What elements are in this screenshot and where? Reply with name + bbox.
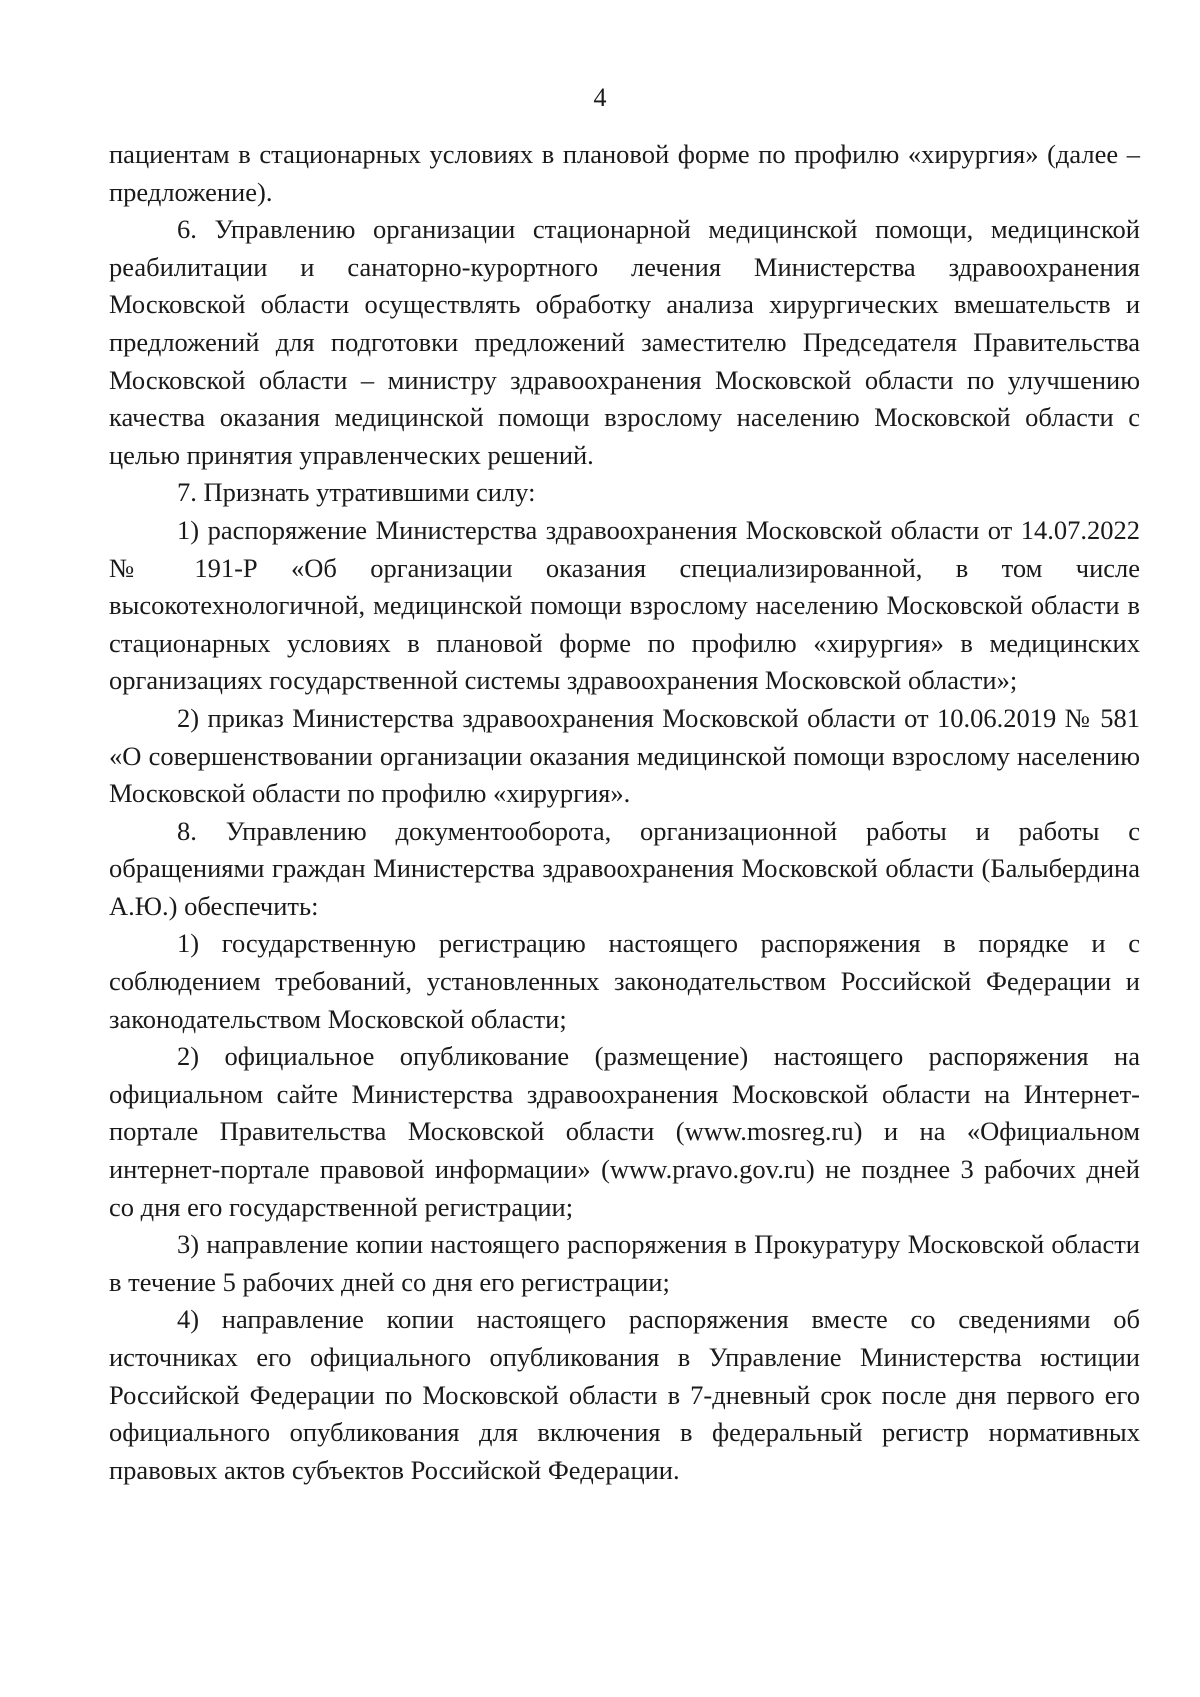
paragraph-item-6: 6. Управлению организации стационарной медицинской помощи, медицинской реабилитации и санаторно-курортного лечения Министерства здравоохранения Московской области осуществлять обработку анализа хирургических вмешательств и предложений для подготовки предложений заместителю Председателя Правительства Московской области – министру здравоохранения Московской области по улучшению качества оказания медицинской помощи взрослому населению Московской области с целью принятия управленческих решений.	[109, 214, 1140, 470]
paragraph-item-8: 8. Управлению документооборота, организационной работы и работы с обращениями граждан Министерства здравоохранения Московской области (Балыбердина А.Ю.) обеспечить:	[109, 815, 1140, 921]
paragraph-item-7: 7. Признать утратившими силу:	[177, 477, 536, 508]
paragraph-item-7-2: 2) приказ Министерства здравоохранения Московской области от 10.06.2019 № 581 «О совершенствовании организации оказания медицинской помощи взрослому населению Московской области по профилю «хирургия».	[109, 702, 1140, 809]
paragraph-item-7-1: 1) распоряжение Министерства здравоохранения Московской области от 14.07.2022 № 191-Р «Об организации оказания специализированной, в том числе высокотехнологичной, медицинской помощи взрослому населению Московской области в стационарных условиях в плановой форме по профилю «хирургия» в медицинских организациях государственной системы здравоохранения Московской области»;	[109, 514, 1140, 696]
paragraph-item-8-3: 3) направление копии настоящего распоряжения в Прокуратуру Московской области в течение 5 рабочих дней со дня его регистрации;	[109, 1229, 1140, 1297]
paragraph-item-8-1: 1) государственную регистрацию настоящего распоряжения в порядке и с соблюдением требований, установленных законодательством Российской Федерации и законодательством Московской области;	[109, 928, 1140, 1034]
document-body	[109, 136, 1140, 1489]
paragraph-item-8-2: 2) официальное опубликование (размещение) настоящего распоряжения на официальном сайте Министерства здравоохранения Московской области на Интернет-портале Правительства Московской области (www.mosreg.ru) и на «Официальном интернет-портале правовой информации» (www.pravo.gov.ru) не позднее 3 рабочих дней со дня его государственной регистрации;	[109, 1041, 1140, 1222]
paragraph-item-8-4: 4) направление копии настоящего распоряжения вместе со сведениями об источниках его официального опубликования в Управление Министерства юстиции Российской Федерации по Московской области в 7-дневный срок после дня первого его официального опубликования для включения в федеральный регистр нормативных правовых актов субъектов Российской Федерации.	[109, 1304, 1140, 1485]
page-number: 4	[593, 83, 607, 112]
paragraph-continuation: пациентам в стационарных условиях в плановой форме по профилю «хирургия» (далее – предложение).	[109, 139, 1140, 207]
